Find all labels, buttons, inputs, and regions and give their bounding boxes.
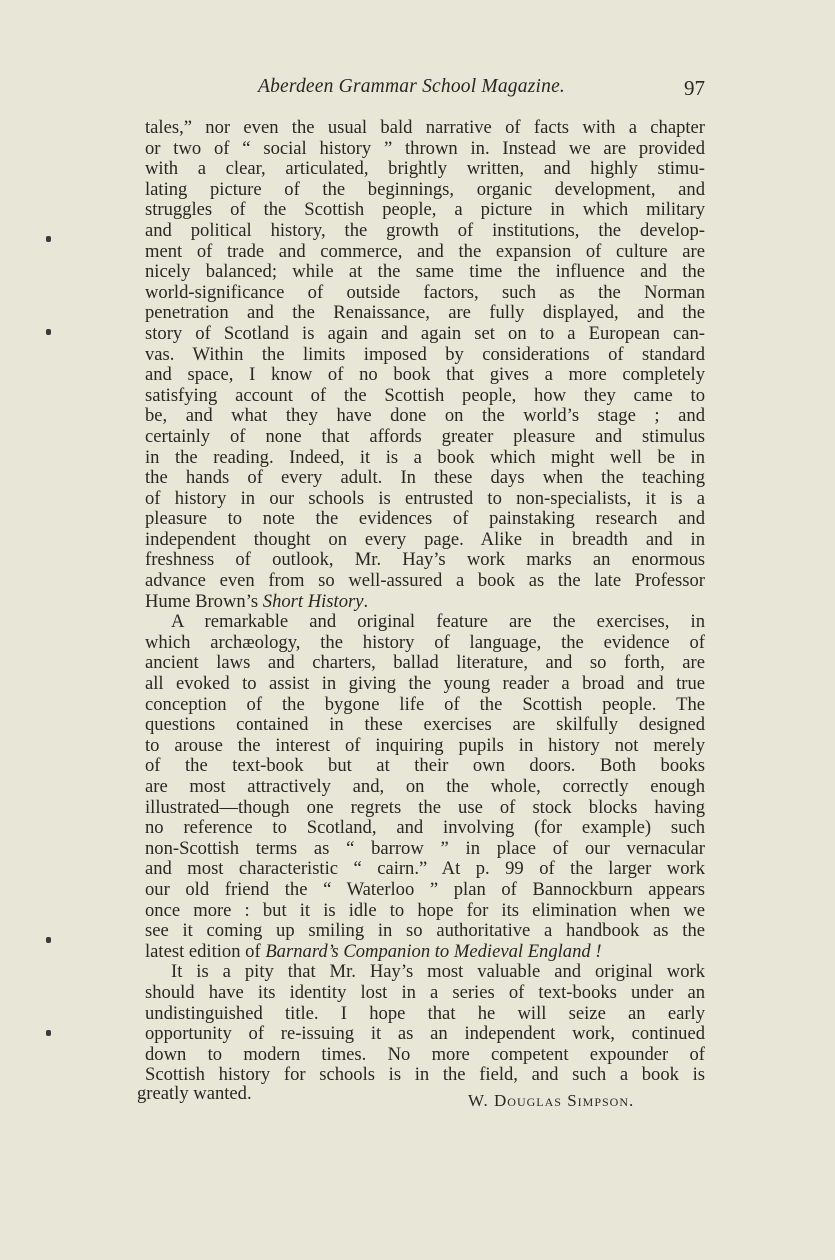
text-line: It is a pity that Mr. Hay’s most valuable and original work bbox=[171, 962, 705, 983]
closing-row bbox=[137, 1082, 705, 1112]
text-line: ancient laws and charters, ballad literature, and so forth, are bbox=[145, 653, 705, 674]
text-line: nicely balanced; while at the same time the influence and the bbox=[145, 262, 705, 283]
text-line: the hands of every adult. In these days when the teaching bbox=[145, 468, 705, 489]
paragraph-2 bbox=[145, 612, 705, 962]
text-line: world-significance of outside factors, such as the Norman bbox=[145, 282, 705, 303]
book-title-italic: Short History bbox=[262, 591, 364, 612]
page-number: 97 bbox=[684, 76, 705, 100]
text-line: certainly of none that affords greater pleasure and stimulus bbox=[145, 426, 705, 447]
text-line-last bbox=[145, 592, 705, 613]
text-line-last bbox=[145, 942, 705, 963]
text-line: in the reading. Indeed, it is a book which might well be in bbox=[145, 447, 705, 468]
author-signature bbox=[468, 1091, 634, 1111]
text-line: down to modern times. No more competent expounder of bbox=[145, 1044, 705, 1065]
text-line: see it coming up smiling in so authoritative a handbook as the bbox=[145, 921, 705, 942]
text-line: struggles of the Scottish people, a picture in which military bbox=[145, 200, 705, 221]
text-line: all evoked to assist in giving the young reader a broad and true bbox=[145, 674, 705, 695]
text-line: our old friend the “ Waterloo ” plan of Bannockburn appears bbox=[145, 879, 705, 900]
text-line: questions contained in these exercises are skilfully designed bbox=[145, 715, 705, 736]
text-line: or two of “ social history ” thrown in. Instead we are provided bbox=[145, 138, 705, 159]
text-line: with a clear, articulated, brightly written, and highly stimu- bbox=[145, 159, 705, 180]
text-span: . bbox=[363, 591, 369, 612]
text-line: tales,” nor even the usual bald narrative of facts with a chapter bbox=[145, 118, 705, 138]
text-line: penetration and the Renaissance, are fully displayed, and the bbox=[145, 303, 705, 324]
text-line: satisfying account of the Scottish people, how they came to bbox=[145, 385, 705, 406]
text-span: latest edition of bbox=[145, 941, 266, 962]
text-line: are most attractively and, on the whole, correctly enough bbox=[145, 777, 705, 797]
margin-mark bbox=[46, 1030, 51, 1036]
text-span: Hume Brown’s bbox=[145, 591, 263, 612]
text-line: should have its identity lost in a series of text-books under an bbox=[145, 982, 705, 1003]
text-line: non-Scottish terms as “ barrow ” in place of our vernacular bbox=[145, 838, 705, 859]
text-line: illustrated—though one regrets the use of stock blocks having bbox=[145, 797, 705, 818]
text-line: pleasure to note the evidences of painstaking research and bbox=[145, 509, 705, 530]
text-line: advance even from so well-assured a book as the late Professor bbox=[145, 571, 705, 592]
text-line: vas. Within the limits imposed by considerations of standard bbox=[145, 344, 705, 365]
text-line: conception of the bygone life of the Scottish people. The bbox=[145, 694, 705, 715]
paragraph-1 bbox=[145, 118, 705, 612]
text-line: to arouse the interest of inquiring pupils in history not merely bbox=[145, 735, 705, 756]
text-line: once more : but it is idle to hope for its elimination when we bbox=[145, 900, 705, 921]
margin-mark bbox=[46, 236, 51, 242]
text-line: of the text-book but at their own doors. Both books bbox=[145, 756, 705, 777]
text-line: A remarkable and original feature are the exercises, in bbox=[171, 612, 705, 633]
text-line: Scottish history for schools is in the field, and such a book is bbox=[145, 1065, 705, 1086]
text-line: undistinguished title. I hope that he will seize an early bbox=[145, 1003, 705, 1024]
margin-mark bbox=[46, 937, 51, 943]
book-title-italic: Barnard’s Companion to Medieval England ! bbox=[265, 941, 602, 962]
signature-first-name: Douglas bbox=[494, 1090, 562, 1110]
closing-words: greatly wanted. bbox=[137, 1082, 252, 1104]
text-line: story of Scotland is again and again set on to a European can- bbox=[145, 323, 705, 344]
magazine-title: Aberdeen Grammar School Magazine. bbox=[258, 76, 565, 97]
text-line: no reference to Scotland, and involving (for example) such bbox=[145, 818, 705, 839]
text-line: which archæology, the history of language, the evidence of bbox=[145, 632, 705, 653]
text-line: and space, I know of no book that gives a more completely bbox=[145, 365, 705, 386]
running-header bbox=[142, 76, 707, 102]
text-line: independent thought on every page. Alike in breadth and in bbox=[145, 529, 705, 550]
text-line: ment of trade and commerce, and the expansion of culture are bbox=[145, 241, 705, 262]
text-line: freshness of outlook, Mr. Hay’s work marks an enormous bbox=[145, 550, 705, 571]
signature-last-name: Simpson. bbox=[567, 1090, 635, 1110]
margin-mark bbox=[46, 329, 51, 335]
paragraph-3 bbox=[137, 962, 705, 1112]
text-line: opportunity of re-issuing it as an independent work, continued bbox=[145, 1024, 705, 1045]
text-line: be, and what they have done on the world’s stage ; and bbox=[145, 406, 705, 427]
text-line: lating picture of the beginnings, organic development, and bbox=[145, 179, 705, 200]
text-line: and most characteristic “ cairn.” At p. 99 of the larger work bbox=[145, 859, 705, 880]
article-body bbox=[137, 118, 705, 1112]
text-line: and political history, the growth of institutions, the develop- bbox=[145, 220, 705, 241]
signature-initial: W. bbox=[468, 1090, 494, 1110]
text-line: of history in our schools is entrusted to non-specialists, it is a bbox=[145, 488, 705, 509]
